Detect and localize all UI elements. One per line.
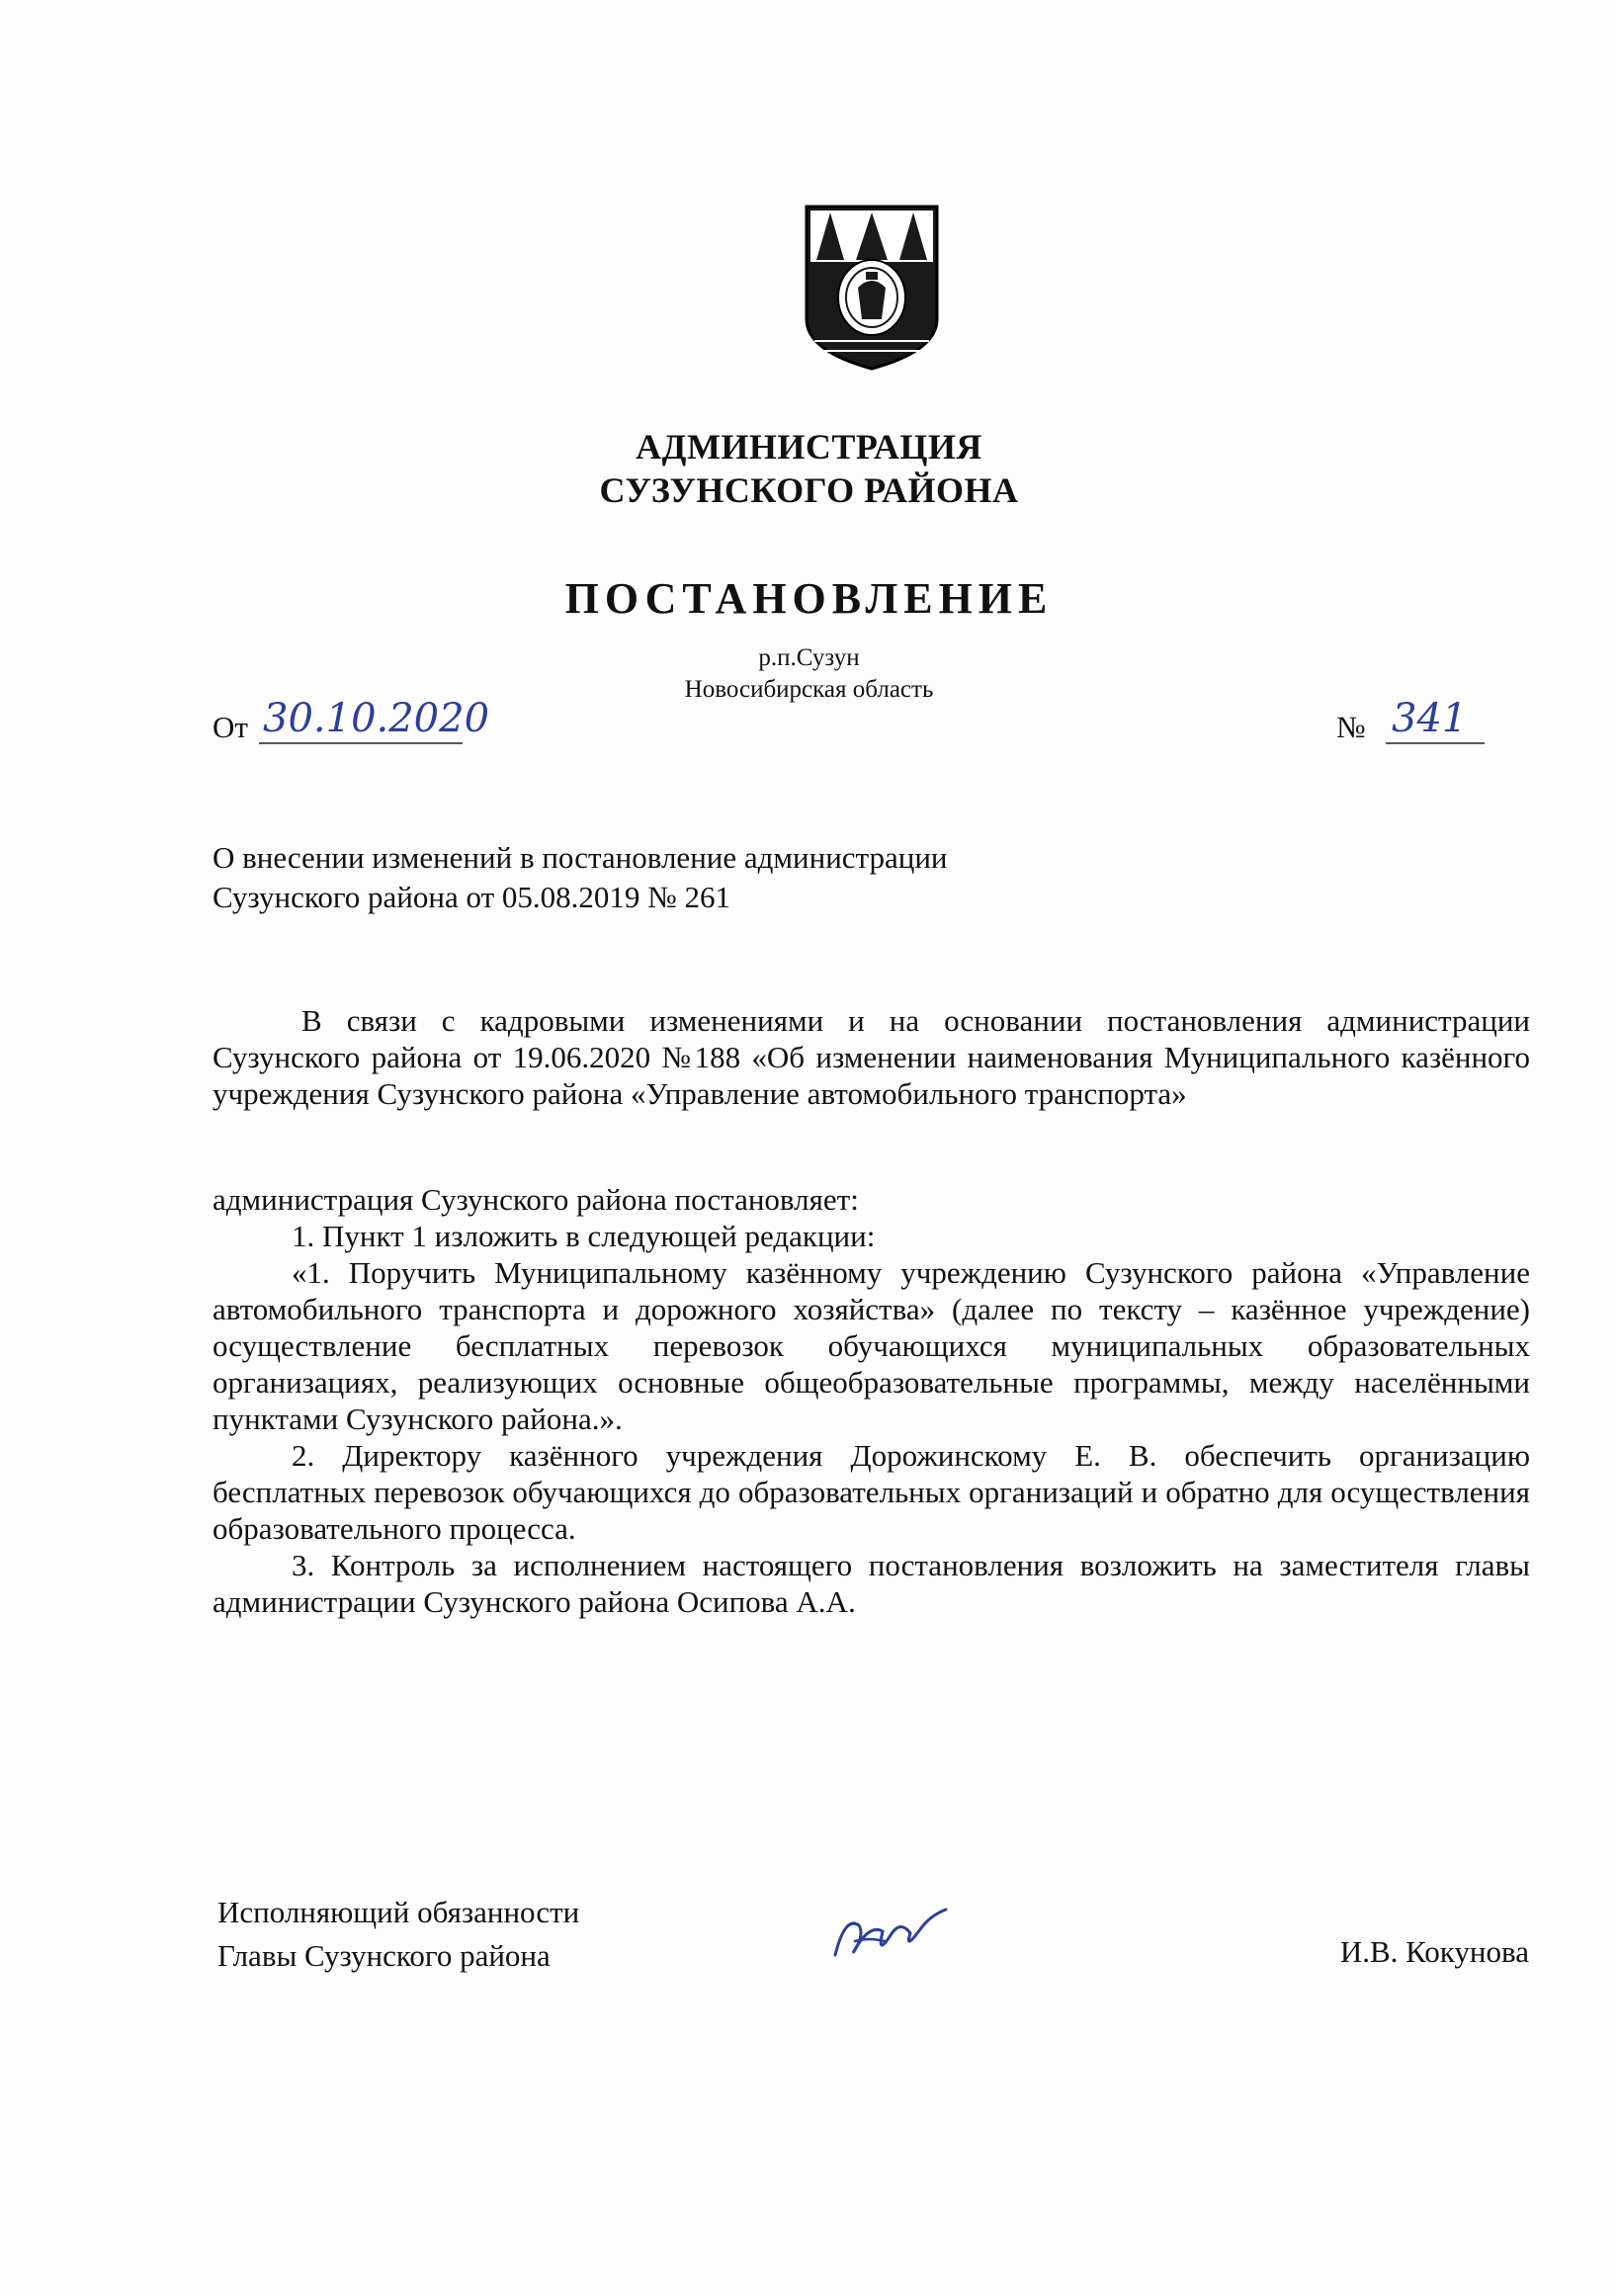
handwritten-number	[1386, 692, 1487, 749]
handwritten-number-text: 341	[1392, 696, 1468, 741]
signatory-name: И.В. Кокунова	[1339, 1934, 1529, 1969]
signatory-position	[217, 1891, 579, 1978]
organization-name-line1: АДМИНИСТРАЦИЯ	[636, 427, 982, 467]
item-2-paragraph: 2. Директору казённого учреждения Дорожинскому Е. В. обеспечить организацию бесплатных перевозок обучающихся до образовательных организаций и обратно для осуществления образовательного процесса.	[213, 1438, 1530, 1546]
place-settlement: р.п.Сузун	[758, 644, 860, 671]
handwritten-date	[259, 692, 490, 749]
preamble-paragraph: В связи с кадровыми изменениями и на основании постановления администрации Сузунского района от 19.06.2020 №188 «Об изменении наименования Муниципального казённого учреждения Сузунского района «Управление автомобильного транспорта»	[213, 1003, 1530, 1111]
resolves-line: администрация Сузунского района постановляет:	[213, 1182, 859, 1217]
document-body	[213, 1002, 1530, 1620]
coat-of-arms-emblem	[803, 203, 941, 373]
item-1-heading: 1. Пункт 1 изложить в следующей редакции:	[292, 1219, 876, 1253]
number-label: №	[1336, 710, 1366, 744]
item-3-paragraph: 3. Контроль за исполнением настоящего постановления возложить на заместителя главы администрации Сузунского района Осипова А.А.	[213, 1548, 1530, 1619]
date-label: От	[213, 710, 248, 744]
document-subject	[213, 838, 1201, 917]
document-type-title: ПОСТАНОВЛЕНИЕ	[564, 574, 1054, 623]
organization-name-line2: СУЗУНСКОГО РАЙОНА	[599, 470, 1019, 510]
signatory-position-line1: Исполняющий обязанности	[217, 1895, 580, 1929]
signatory-position-line2: Главы Сузунского района	[217, 1938, 551, 1973]
handwritten-date-text: 30.10.2020	[263, 696, 490, 741]
item-1-text: «1. Поручить Муниципальному казённому учреждению Сузунского района «Управление автомобильного транспорта и дорожного хозяйства» (далее по тексту – казённое учреждение) осуществление бесплатных перевозок обучающихся муниципальных образовательных организациях, реализующих основные общеобразовательные программы, между населёнными пунктами Сузунского района.».	[213, 1255, 1530, 1436]
place-region: Новосибирская область	[684, 676, 934, 703]
handwritten-signature	[825, 1896, 954, 1975]
subject-line2: Сузунского района от 05.08.2019 № 261	[213, 880, 730, 914]
subject-line1: О внесении изменений в постановление администрации	[213, 840, 948, 875]
